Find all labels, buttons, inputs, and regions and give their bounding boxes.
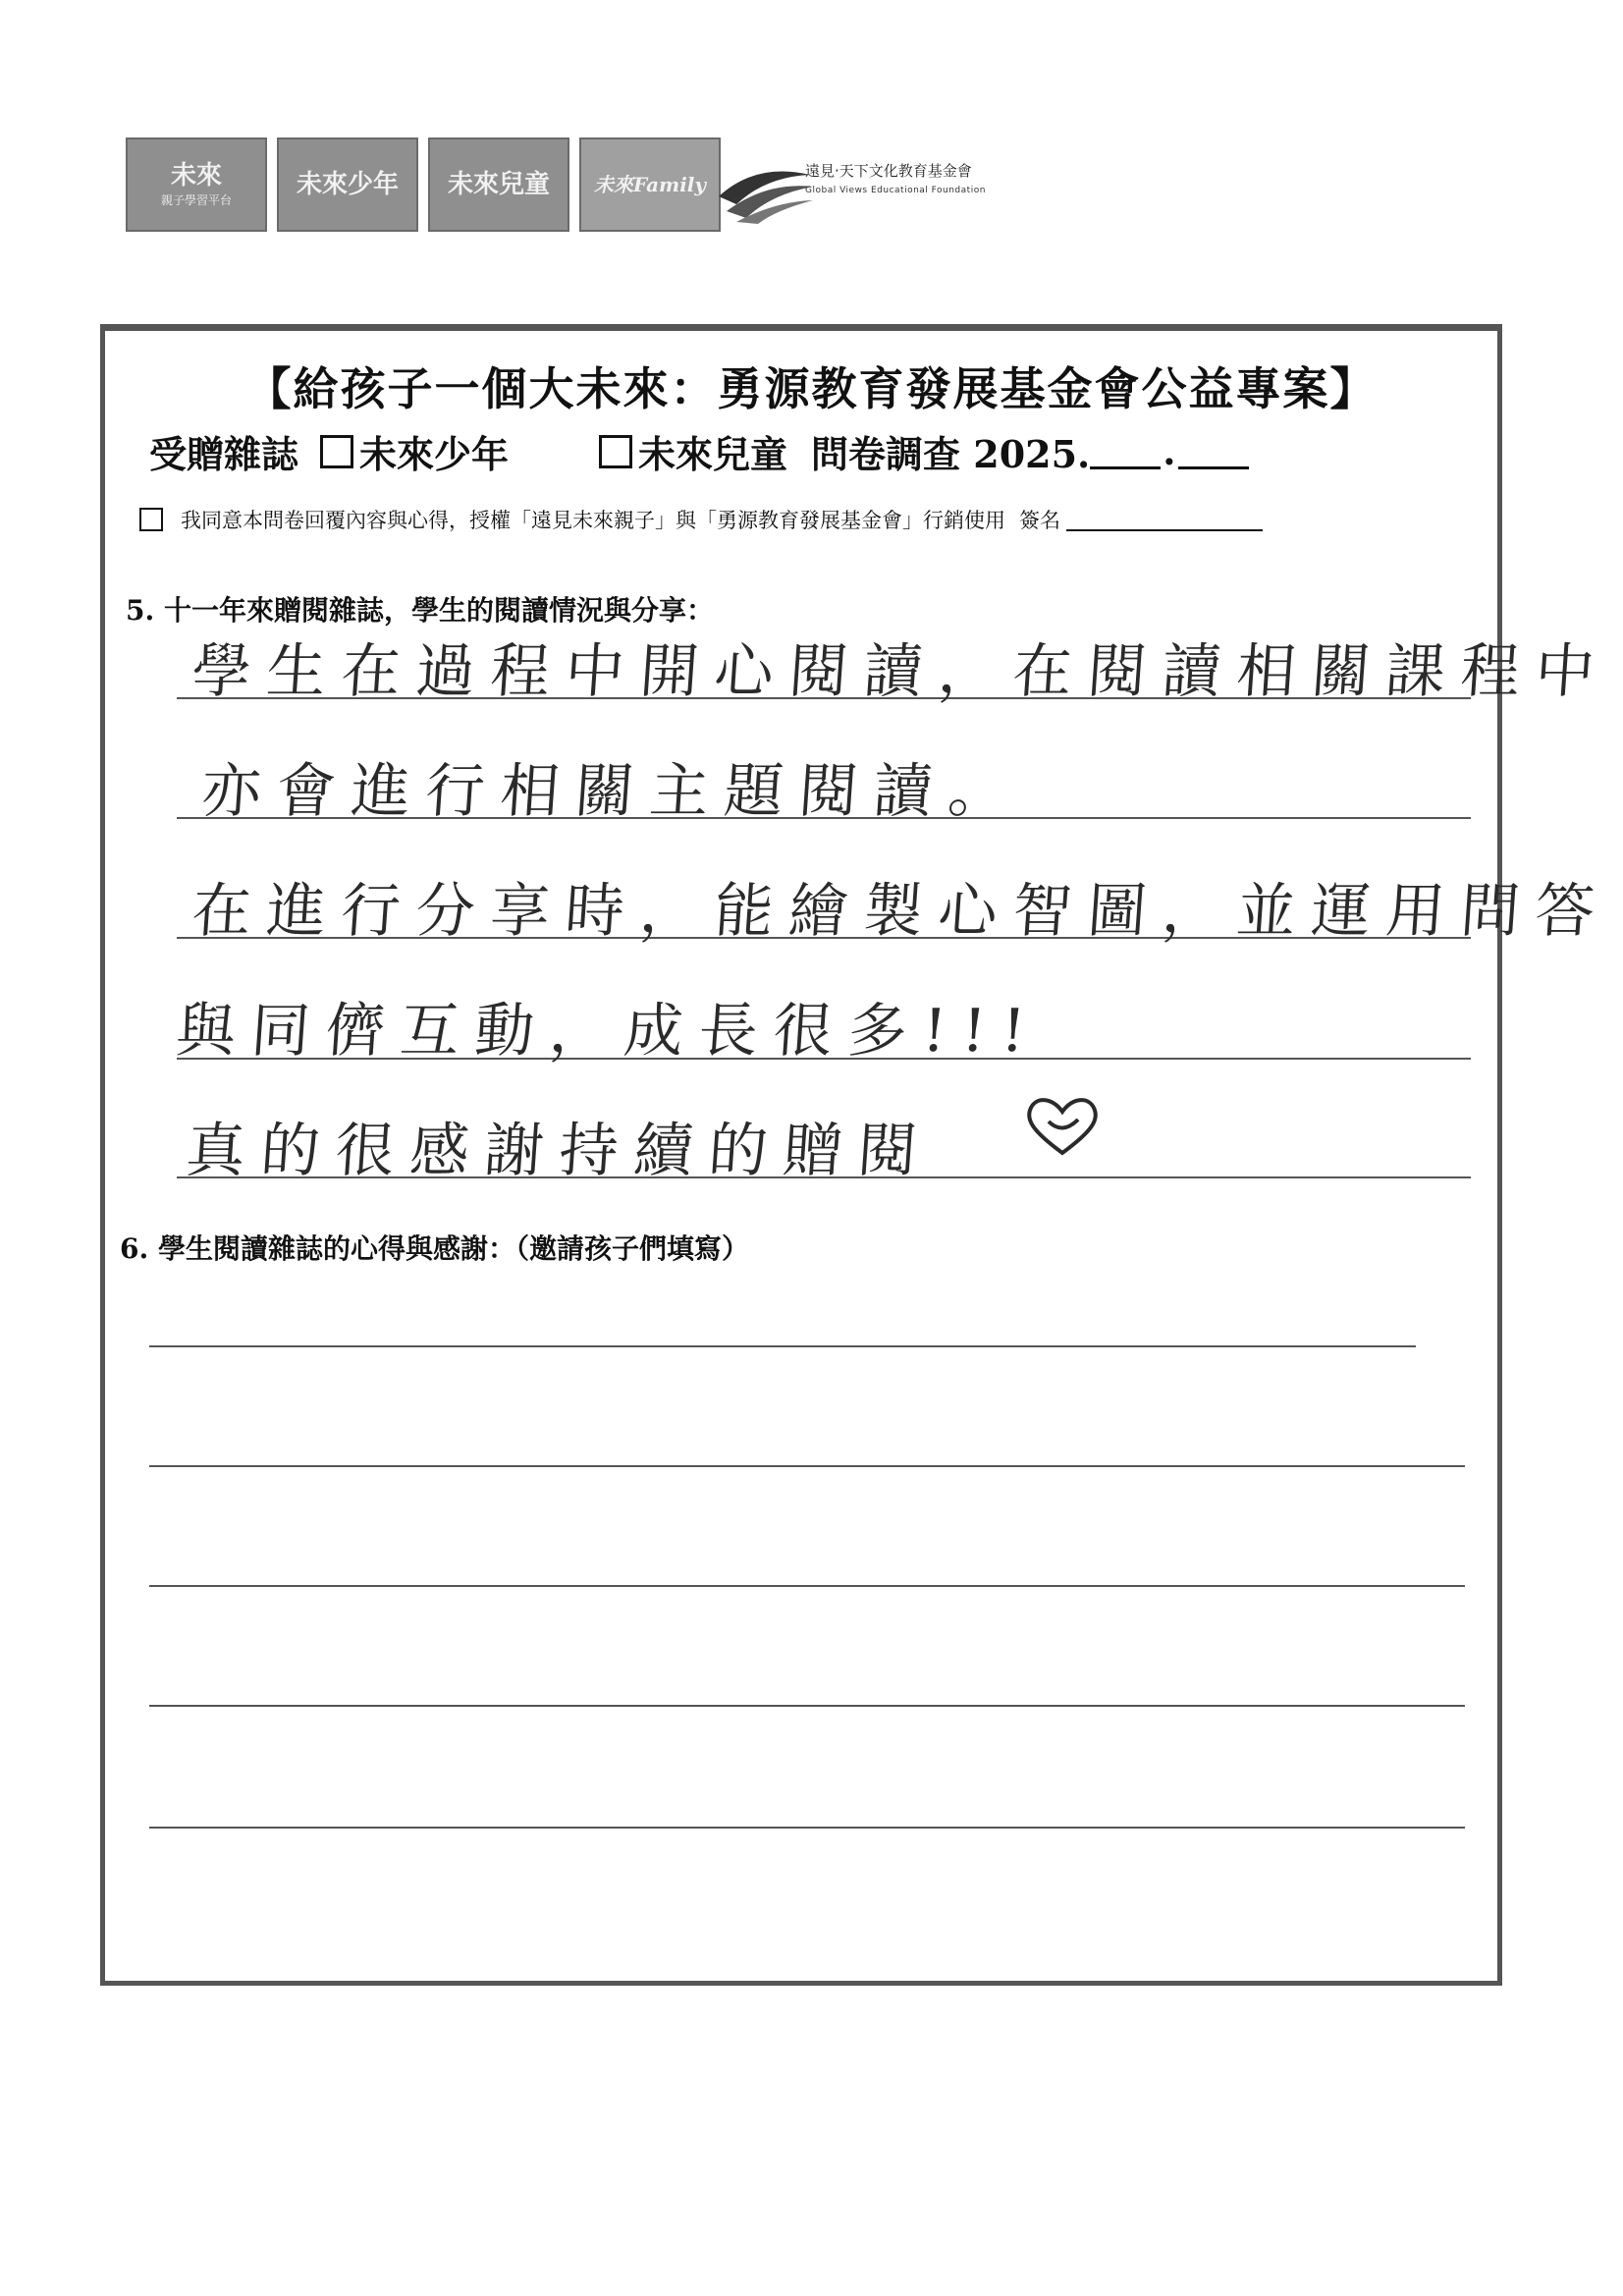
answer-line — [149, 1465, 1465, 1467]
question-5-label: 5. 十一年來贈閱雜誌，學生的閱讀情況與分享： — [126, 594, 714, 627]
heart-doodle-icon — [1023, 1092, 1102, 1161]
consent-checkbox[interactable] — [139, 508, 163, 531]
magazine-selection-row — [149, 424, 1249, 478]
handwritten-answer-line: 真的很感謝持續的贈閱 — [184, 1117, 936, 1185]
survey-date-label: 問卷調查 2025. — [811, 432, 1091, 476]
month-field[interactable] — [1090, 433, 1161, 469]
future-children-logo — [428, 137, 569, 232]
swoosh-icon — [717, 157, 815, 226]
foundation-name-en: Global Views Educational Foundation — [805, 186, 986, 195]
children-checkbox[interactable] — [599, 435, 632, 468]
date-separator: . — [1163, 429, 1176, 473]
signature-label: 簽名 — [1019, 509, 1060, 532]
logo-text: 未來 — [170, 161, 222, 191]
logo-text: 未來兒童 — [447, 169, 550, 199]
signature-field[interactable] — [1066, 508, 1263, 531]
handwritten-answer-line: 在進行分享時，能繪製心智圖，並運用問答 — [189, 877, 1613, 946]
form-title: 【給孩子一個大未來：勇源教育發展基金會公益專案】 — [245, 362, 1378, 415]
consent-row — [139, 505, 1263, 534]
future-family-logo — [579, 137, 721, 232]
handwritten-answer-line: 學生在過程中開心閱讀，在閱讀相關課程中 — [189, 637, 1613, 706]
logo-text: 未來少年 — [296, 169, 399, 199]
magazine-label: 受贈雜誌 — [149, 432, 299, 476]
handwritten-answer-line: 亦會進行相關主題閱讀。 — [199, 757, 1026, 826]
answer-line — [149, 1345, 1416, 1347]
question-6-label: 6. 學生閱讀雜誌的心得與感謝：（邀請孩子們填寫） — [120, 1232, 749, 1265]
children-option-label: 未來兒童 — [638, 432, 788, 476]
logo-text: 未來Family — [593, 173, 707, 196]
weilai-logo — [126, 137, 267, 232]
answer-line — [149, 1585, 1465, 1587]
consent-text: 我同意本問卷回覆內容與心得，授權「遠見未來親子」與「勇源教育發展基金會」行銷使用 — [181, 509, 1005, 532]
youth-checkbox[interactable] — [320, 435, 353, 468]
logo-subtext: 親子學習平台 — [160, 192, 232, 207]
foundation-logo — [717, 147, 1031, 236]
answer-line — [149, 1705, 1465, 1707]
foundation-name-zh: 遠見‧天下文化教育基金會 — [805, 162, 972, 180]
future-youth-logo — [277, 137, 418, 232]
day-field[interactable] — [1178, 433, 1249, 469]
youth-option-label: 未來少年 — [359, 432, 510, 476]
answer-line — [149, 1827, 1465, 1829]
handwritten-answer-line: 與同儕互動，成長很多!!! — [174, 997, 1044, 1066]
magazine-logo-strip — [126, 137, 721, 236]
